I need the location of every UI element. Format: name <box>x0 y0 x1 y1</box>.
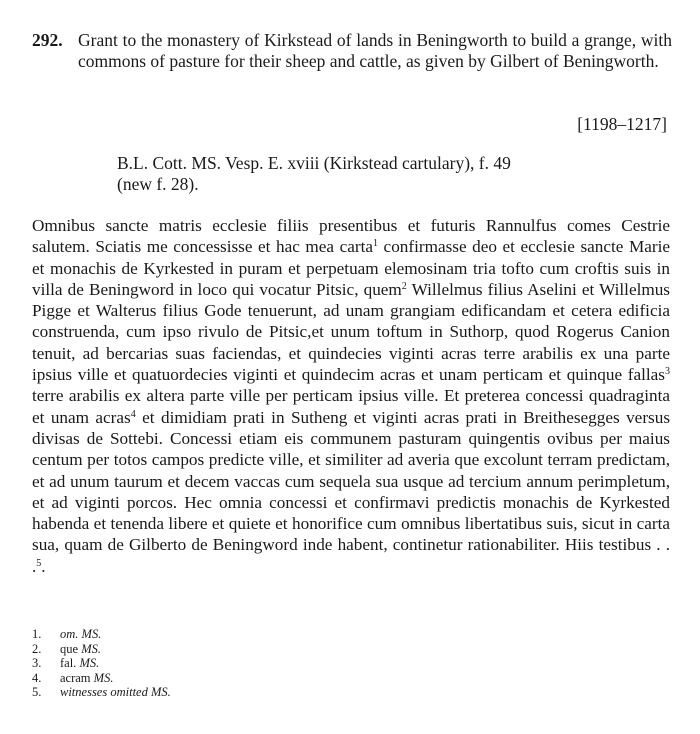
footnote <box>32 685 532 700</box>
footnote-number: 3. <box>32 656 42 671</box>
charter-segment: et dimidiam prati in Sutheng et viginti acras prati in Breithesegges versus divisas de Sottebi. Concessi etiam eis communem pasturam quingentis ovibus per maius centum per totos campos predicte ville, et similiter ad averia que excolunt terram predictam, et ad unum taurum et decem vaccas cum sequela sua usque ad tercium annum perimpletum, et ad viginti porcos. Hec omnia concessi et confirmavi predictis monachis de Kyrkested habenda et tenenda libere et quiete et honorifice cum omnibus libertatibus suis, sicut in carta sua, quam de Gilberto de Beningword inde habent, continetur rationabiliter. Hiis testibus . . . <box>32 407 671 576</box>
footnote-text: fal. <box>60 656 80 671</box>
footnote-marker: 1 <box>373 238 378 250</box>
footnote-marker: 2 <box>401 280 407 292</box>
footnote-number: 4. <box>32 670 42 685</box>
footnote-marker: 4 <box>130 408 136 420</box>
entry-heading <box>32 30 672 72</box>
footnote-italic-text: MS. <box>93 670 114 685</box>
entry-summary: Grant to the monastery of Kirkstead of lands in Beningworth to build a grange, with commons of pasture for their sheep and cattle, as given by Gilbert of Beningworth. <box>78 30 672 71</box>
footnote-italic-text: witnesses omitted MS. <box>60 685 171 700</box>
footnote <box>32 642 532 657</box>
footnote <box>32 627 532 642</box>
source-line-1: B.L. Cott. MS. Vesp. E. xviii (Kirkstead cartulary), f. 49 <box>117 153 511 173</box>
footnote-marker: 5 <box>36 557 42 569</box>
charter-text <box>32 215 670 577</box>
footnote-italic-text: om. MS. <box>60 627 102 641</box>
entry-number: 292. <box>32 30 63 50</box>
charter-segment: . <box>41 556 46 576</box>
footnote-italic-text: MS. <box>79 656 100 671</box>
footnote-italic-text: MS. <box>81 641 101 656</box>
footnote-number: 1. <box>32 627 42 641</box>
entry-date: [1198–1217] <box>577 114 667 134</box>
footnote-marker: 3 <box>665 366 670 378</box>
charter-segment: terre arabilis ex altera parte ville per perticam ipsius ville. Et preterea concessi quadraginta et unam acras <box>32 386 670 427</box>
footnote-text: que <box>60 641 82 656</box>
footnote-number: 2. <box>32 641 42 656</box>
footnote <box>32 671 532 686</box>
footnotes <box>32 627 532 700</box>
charter-segment: confirmasse deo et ecclesie sancte Marie et monachis de Kyrkested in puram et perpetuam elemosinam tria tofto cum croftis suis in villa de Beningword in loco qui vocatur Pitsic, quem <box>32 237 670 299</box>
charter-segment: Omnibus sancte matris ecclesie filiis presentibus et futuris Rannulfus comes Cestrie salutem. Sciatis me concessisse et hac mea carta <box>32 216 670 257</box>
source-reference <box>117 153 657 195</box>
footnote <box>32 656 532 671</box>
footnote-text: acram <box>60 670 94 685</box>
source-line-2: (new f. 28). <box>117 174 199 194</box>
charter-segment: Willelmus filius Aselini et Willelmus Pigge et Walterus filius Gode tenuerunt, ad unam grangiam edificandam et cetera edificia construenda, cum ipso rivulo de Pitsic,et unum toftum in Suthorp, quod Rogerus Canion tenuit, ad bercarias suas faciendas, et quindecies viginti acras terre arabilis ex una parte ipsius ville et quatuordecies viginti et quindecim acras et unam perticam et quinque fallas <box>32 279 670 385</box>
footnote-number: 5. <box>32 685 42 700</box>
